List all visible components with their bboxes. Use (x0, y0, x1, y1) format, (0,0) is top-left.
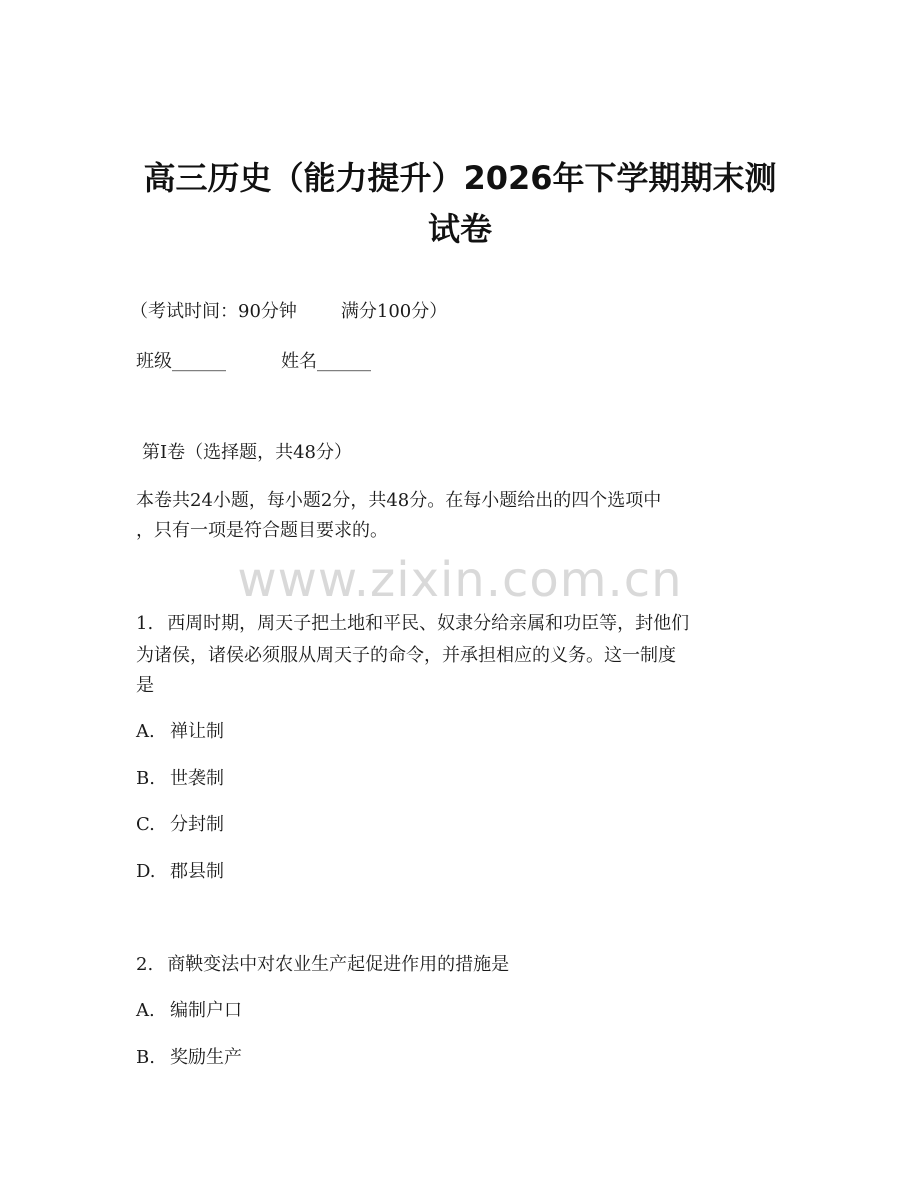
section-heading: 第Ⅰ卷（选择题，共48分） (142, 442, 353, 463)
question-2-option-a (136, 999, 242, 1023)
option-text: 编制户口 (170, 1000, 242, 1021)
section-intro-line1: 本卷共24小题，每小题2分，共48分。在每小题给出的四个选项中 (136, 490, 662, 511)
question-1-option-d (136, 860, 224, 884)
option-text: 奖励生产 (170, 1047, 242, 1068)
option-text: 世袭制 (170, 768, 224, 789)
class-field-label: 班级______ (136, 351, 226, 372)
question-1-line1 (136, 612, 689, 636)
question-1-text-line1: 西周时期，周天子把土地和平民、奴隶分给亲属和功臣等，封他们 (167, 613, 690, 634)
watermark-text: www.zixin.com.cn (237, 552, 683, 608)
student-info (136, 350, 371, 374)
exam-info (130, 300, 447, 324)
option-letter: A. (136, 1000, 155, 1021)
exam-time: （考试时间：90分钟 (130, 301, 297, 322)
option-text: 禅让制 (170, 721, 224, 742)
question-2-number: 2. (136, 954, 154, 975)
name-field-label: 姓名______ (281, 351, 371, 372)
exam-title-line1: 高三历史（能力提升）2026年下学期期末测 (143, 159, 777, 197)
question-2-line1 (136, 953, 509, 977)
question-1-option-c (136, 813, 224, 837)
question-1-text-line2: 为诸侯，诸侯必须服从周天子的命令，并承担相应的义务。这一制度 (136, 645, 676, 666)
option-text: 分封制 (170, 814, 224, 835)
option-text: 郡县制 (170, 861, 224, 882)
question-1-text-line3: 是 (136, 675, 154, 696)
question-1-number: 1. (136, 613, 154, 634)
exam-full-score: 满分100分） (340, 301, 448, 322)
option-letter: D. (136, 861, 156, 882)
option-letter: B. (136, 768, 155, 789)
section-intro-line2: ，只有一项是符合题目要求的。 (136, 520, 388, 541)
option-letter: B. (136, 1047, 155, 1068)
question-1-option-b (136, 767, 224, 791)
option-letter: A. (136, 721, 155, 742)
question-2-text-line1: 商鞅变法中对农业生产起促进作用的措施是 (167, 954, 510, 975)
question-2-option-b (136, 1046, 242, 1070)
exam-title-line2: 试卷 (427, 210, 492, 248)
question-1-option-a (136, 720, 224, 744)
option-letter: C. (136, 814, 155, 835)
